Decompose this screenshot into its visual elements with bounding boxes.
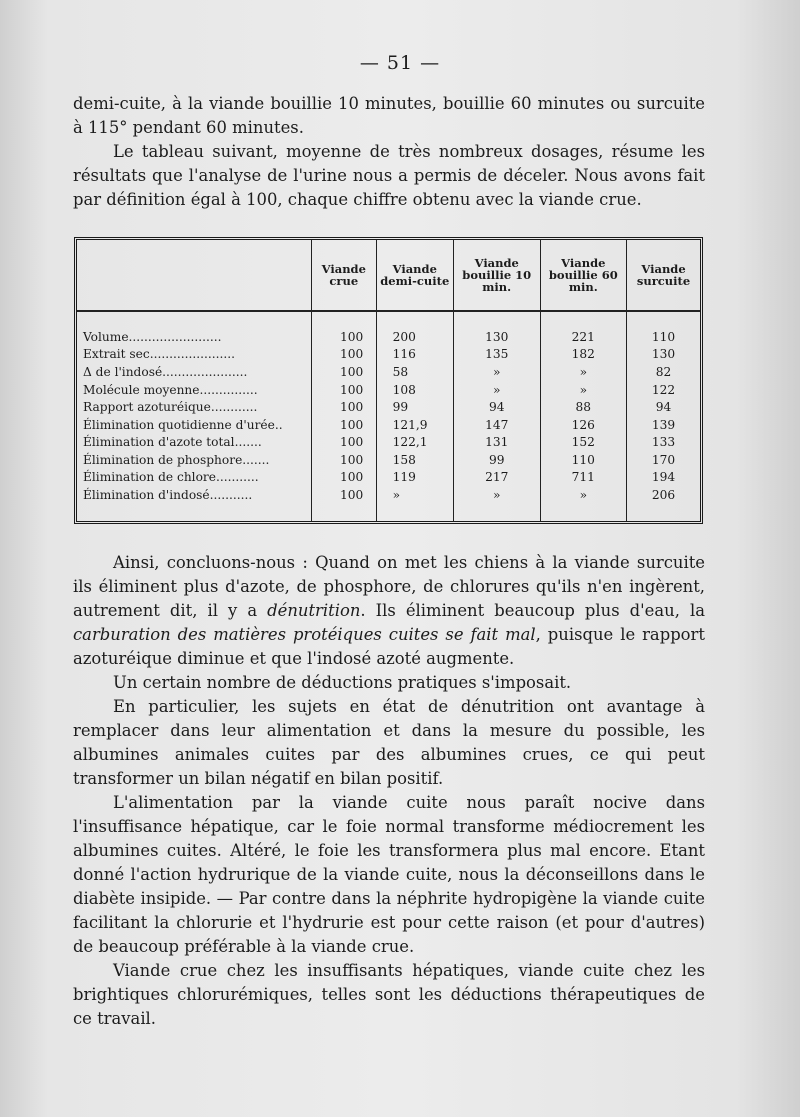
header-viande-bouillie-60: Viande bouillie 60 min. xyxy=(540,240,627,311)
conclusion-p1-emphasis-2: carburation des matières protéiques cuites se fait mal xyxy=(73,625,536,644)
table-spacer-row xyxy=(77,504,700,521)
table-cell: 131 xyxy=(453,434,540,452)
table-cell: 108 xyxy=(376,381,453,399)
table-row-label: Molécule moyenne............... xyxy=(83,382,258,397)
table-cell: » xyxy=(376,487,453,505)
table-cell: 100 xyxy=(312,487,377,505)
results-table xyxy=(77,240,700,521)
table-cell: 110 xyxy=(627,329,700,347)
table-cell: 100 xyxy=(312,452,377,470)
table-cell: 100 xyxy=(312,346,377,364)
table-cell: » xyxy=(540,487,627,505)
table-row xyxy=(77,452,700,470)
table-row-label: Rapport azoturéique............ xyxy=(83,400,258,415)
table-spacer-cell xyxy=(312,504,377,521)
table-cell: 147 xyxy=(453,416,540,434)
table-cell: 100 xyxy=(312,399,377,417)
table-cell: » xyxy=(453,381,540,399)
header-viande-surcuite: Viande surcuite xyxy=(627,240,700,311)
table-spacer-cell xyxy=(627,311,700,329)
table-row xyxy=(77,346,700,364)
table-row xyxy=(77,416,700,434)
table-header-row xyxy=(77,240,700,311)
table-spacer-cell xyxy=(376,311,453,329)
table-cell: 100 xyxy=(312,329,377,347)
table-cell: 100 xyxy=(312,416,377,434)
table-spacer-cell xyxy=(453,311,540,329)
table-cell: 122,1 xyxy=(376,434,453,452)
table-cell: 100 xyxy=(312,434,377,452)
table-row-label: Volume........................ xyxy=(83,329,222,344)
table-row xyxy=(77,364,700,382)
table-cell: 194 xyxy=(627,469,700,487)
intro-paragraph-2: Le tableau suivant, moyenne de très nombreux dosages, résume les résultats que l'analyse de l'urine nous a permis de déceler. Nous avons fait par définition égal à 100, chaque chiffre obtenu avec la viande crue. xyxy=(73,142,705,209)
header-viande-crue: Viande crue xyxy=(312,240,377,311)
table-cell: 116 xyxy=(376,346,453,364)
table-cell: 119 xyxy=(376,469,453,487)
table-cell: » xyxy=(453,487,540,505)
header-viande-demi-cuite: Viande demi-cuite xyxy=(376,240,453,311)
table-row-label: Élimination quotidienne d'urée.. xyxy=(83,417,283,432)
table-spacer-cell xyxy=(77,311,312,329)
table-spacer-cell xyxy=(540,504,627,521)
table-cell: » xyxy=(453,364,540,382)
table-header-empty xyxy=(77,240,312,311)
table-row-label: Élimination d'indosé........... xyxy=(83,488,253,503)
conclusion-paragraph-4: L'alimentation par la viande cuite nous paraît nocive dans l'insuffisance hépatique, car le foie normal transforme médiocrement les albumines cuites. Altéré, le foie les transformera plus mal encore. Etant donné l'action hydrurique de la viande cuite, nous la déconseillons dans le diabète insipide. — Par contre dans la néphrite hydropigène la viande cuite facilitant la chlorurie et l'hydrurie est pour cette raison (et pour d'autres) de beaucoup préférable à la viande crue. xyxy=(73,793,705,956)
table-cell: 711 xyxy=(540,469,627,487)
conclusion-p1-emphasis-1: dénutrition xyxy=(267,601,361,620)
table-cell: 100 xyxy=(312,364,377,382)
conclusion-p1-end: , puisque le rapport azoturéique diminue et que l'indosé azoté augmente. xyxy=(73,625,705,668)
table-body xyxy=(77,311,700,521)
table-cell: 82 xyxy=(627,364,700,382)
table-spacer-cell xyxy=(312,311,377,329)
table-row xyxy=(77,399,700,417)
table-cell: » xyxy=(540,364,627,382)
intro-paragraph-1: demi-cuite, à la viande bouillie 10 minutes, bouillie 60 minutes ou surcuite à 115° pendant 60 minutes. xyxy=(73,94,705,137)
table-spacer-cell xyxy=(627,504,700,521)
table-row-label: Élimination de chlore........... xyxy=(83,470,259,485)
intro-text xyxy=(73,92,705,212)
table-cell: 94 xyxy=(627,399,700,417)
conclusion-paragraph-3: En particulier, les sujets en état de dénutrition ont avantage à remplacer dans leur alimentation et dans la mesure du possible, les albumines animales cuites par des albumines crues, ce qui peut transformer un bilan négatif en bilan positif. xyxy=(73,697,705,788)
conclusion-p1-middle: . Ils éliminent beaucoup plus d'eau, la xyxy=(360,601,705,620)
table-cell: 121,9 xyxy=(376,416,453,434)
table-row-label: Élimination de phosphore....... xyxy=(83,452,270,467)
table-cell: 170 xyxy=(627,452,700,470)
table-row xyxy=(77,487,700,505)
table-row xyxy=(77,434,700,452)
table-cell: » xyxy=(540,381,627,399)
table-row-label: Élimination d'azote total....... xyxy=(83,435,262,450)
table-cell: 200 xyxy=(376,329,453,347)
table-cell: 99 xyxy=(376,399,453,417)
table-spacer-cell xyxy=(77,504,312,521)
table-cell: 221 xyxy=(540,329,627,347)
conclusion-text xyxy=(73,551,705,1031)
table-spacer-cell xyxy=(540,311,627,329)
conclusion-paragraph-5: Viande crue chez les insuffisants hépatiques, viande cuite chez les brightiques chlorurémiques, telles sont les déductions thérapeutiques de ce travail. xyxy=(73,961,705,1028)
table-cell: 152 xyxy=(540,434,627,452)
table-cell: 100 xyxy=(312,381,377,399)
table-cell: 122 xyxy=(627,381,700,399)
table-cell: 100 xyxy=(312,469,377,487)
table-row xyxy=(77,381,700,399)
table-cell: 126 xyxy=(540,416,627,434)
table-row xyxy=(77,469,700,487)
table-cell: 88 xyxy=(540,399,627,417)
conclusion-paragraph-1 xyxy=(73,551,705,671)
table-cell: 110 xyxy=(540,452,627,470)
table-cell: 135 xyxy=(453,346,540,364)
table-row-label: Δ de l'indosé...................... xyxy=(83,365,248,380)
table-cell: 130 xyxy=(627,346,700,364)
header-viande-bouillie-10: Viande bouillie 10 min. xyxy=(453,240,540,311)
results-table-frame xyxy=(74,237,703,524)
table-cell: 130 xyxy=(453,329,540,347)
table-cell: 99 xyxy=(453,452,540,470)
table-spacer-row xyxy=(77,311,700,329)
table-cell: 206 xyxy=(627,487,700,505)
table-spacer-cell xyxy=(376,504,453,521)
table-cell: 217 xyxy=(453,469,540,487)
table-cell: 182 xyxy=(540,346,627,364)
table-cell: 133 xyxy=(627,434,700,452)
page-number: — 51 — xyxy=(359,52,441,74)
table-row xyxy=(77,329,700,347)
table-spacer-cell xyxy=(453,504,540,521)
table-cell: 58 xyxy=(376,364,453,382)
table-cell: 94 xyxy=(453,399,540,417)
conclusion-p1-start: Ainsi, concluons-nous : Quand on met les chiens à la viande surcuite ils éliminent plus d'azote, de phosphore, de chlorures qu'ils n'en ingèrent, autrement dit, il y a xyxy=(73,553,705,620)
table-cell: 158 xyxy=(376,452,453,470)
table-row-label: Extrait sec...................... xyxy=(83,347,235,362)
conclusion-paragraph-2: Un certain nombre de déductions pratiques s'imposait. xyxy=(113,673,572,692)
table-cell: 139 xyxy=(627,416,700,434)
